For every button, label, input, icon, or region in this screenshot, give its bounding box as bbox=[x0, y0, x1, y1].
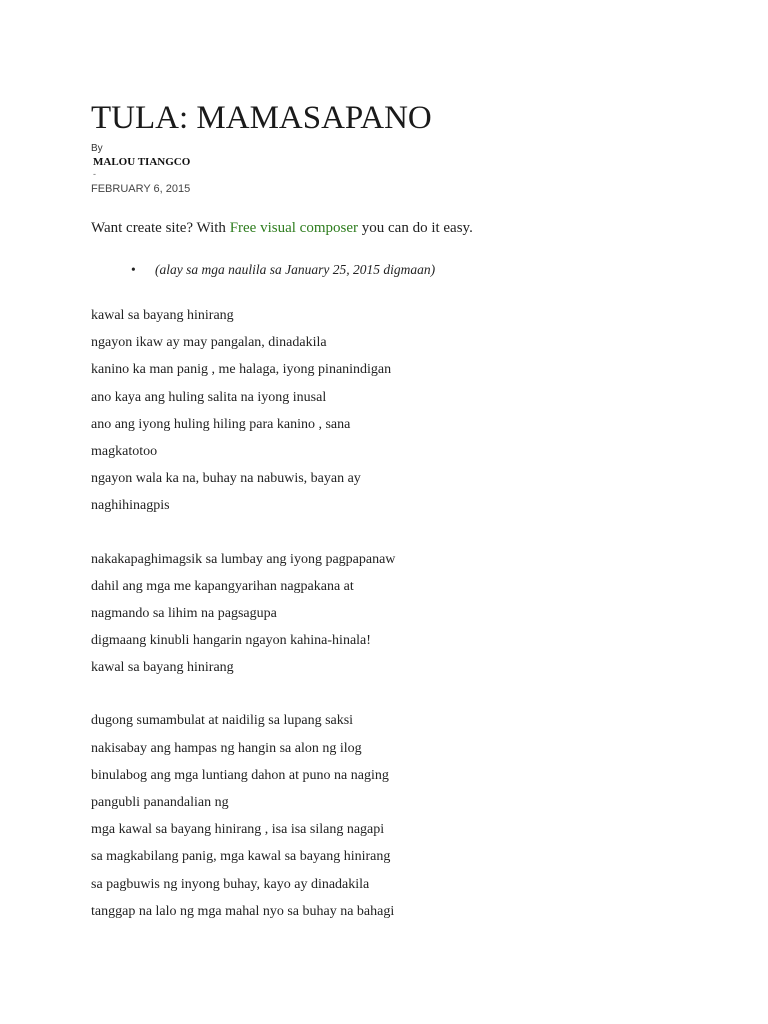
article-title: TULA: MAMASAPANO bbox=[91, 100, 432, 136]
poem-line: dugong sumambulat at naidilig sa lupang saksi bbox=[91, 713, 354, 729]
poem-line: nagmando sa lihim na pagsagupa bbox=[91, 605, 277, 621]
promo-text-before: Want create site? With bbox=[91, 220, 230, 236]
poem-line: sa pagbuwis ng inyong buhay, kayo ay dinadakila bbox=[91, 876, 370, 892]
bullet-icon: • bbox=[131, 262, 136, 277]
poem-line: kawal sa bayang hinirang bbox=[91, 308, 234, 323]
poem-line: ano ang iyong huling hiling para kanino , sana bbox=[91, 416, 351, 432]
author-name[interactable]: MALOU TIANGCO bbox=[93, 156, 191, 168]
poem-line: ano kaya ang huling salita na iyong inusal bbox=[91, 389, 327, 405]
byline-label: By bbox=[91, 143, 103, 154]
poem-stanza bbox=[91, 707, 395, 925]
poem-body bbox=[91, 302, 395, 925]
poem-stanza bbox=[91, 302, 395, 520]
poem-line: tanggap na lalo ng mga mahal nyo sa buhay na bahagi bbox=[91, 903, 395, 919]
poem-line: ngayon ikaw ay may pangalan, dinadakila bbox=[91, 335, 327, 351]
poem-line: ngayon wala ka na, buhay na nabuwis, bayan ay bbox=[91, 471, 361, 487]
poem-line: kawal sa bayang hinirang bbox=[91, 660, 234, 676]
byline-separator: - bbox=[93, 169, 96, 179]
poem-line: pangubli panandalian ng bbox=[91, 795, 229, 810]
poem-line: magkatotoo bbox=[91, 443, 158, 459]
poem-line: digmaang kinubli hangarin ngayon kahina-hinala! bbox=[91, 633, 371, 649]
dedication-text: (alay sa mga naulila sa January 25, 2015 digmaan) bbox=[155, 262, 436, 277]
poem-line: kanino ka man panig , me halaga, iyong pinanindigan bbox=[91, 362, 392, 378]
poem-line: sa magkabilang panig, mga kawal sa bayang hinirang bbox=[91, 849, 391, 865]
poem-stanza bbox=[91, 546, 395, 682]
poem-line: binulabog ang mga luntiang dahon at puno na naging bbox=[91, 767, 389, 783]
poem-line: nakisabay ang hampas ng hangin sa alon ng ilog bbox=[91, 740, 362, 756]
publish-date: FEBRUARY 6, 2015 bbox=[91, 183, 191, 195]
promo-text bbox=[91, 218, 473, 238]
poem-line: nakakapaghimagsik sa lumbay ang iyong pagpapanaw bbox=[91, 551, 396, 567]
dedication-list-item bbox=[131, 260, 435, 280]
poem-line: mga kawal sa bayang hinirang , isa isa silang nagapi bbox=[91, 822, 385, 838]
poem-line: dahil ang mga me kapangyarihan nagpakana at bbox=[91, 578, 354, 594]
poem-line: naghihinagpis bbox=[91, 498, 170, 514]
free-visual-composer-link[interactable]: Free visual composer bbox=[229, 220, 358, 236]
promo-text-after: you can do it easy. bbox=[358, 220, 473, 236]
